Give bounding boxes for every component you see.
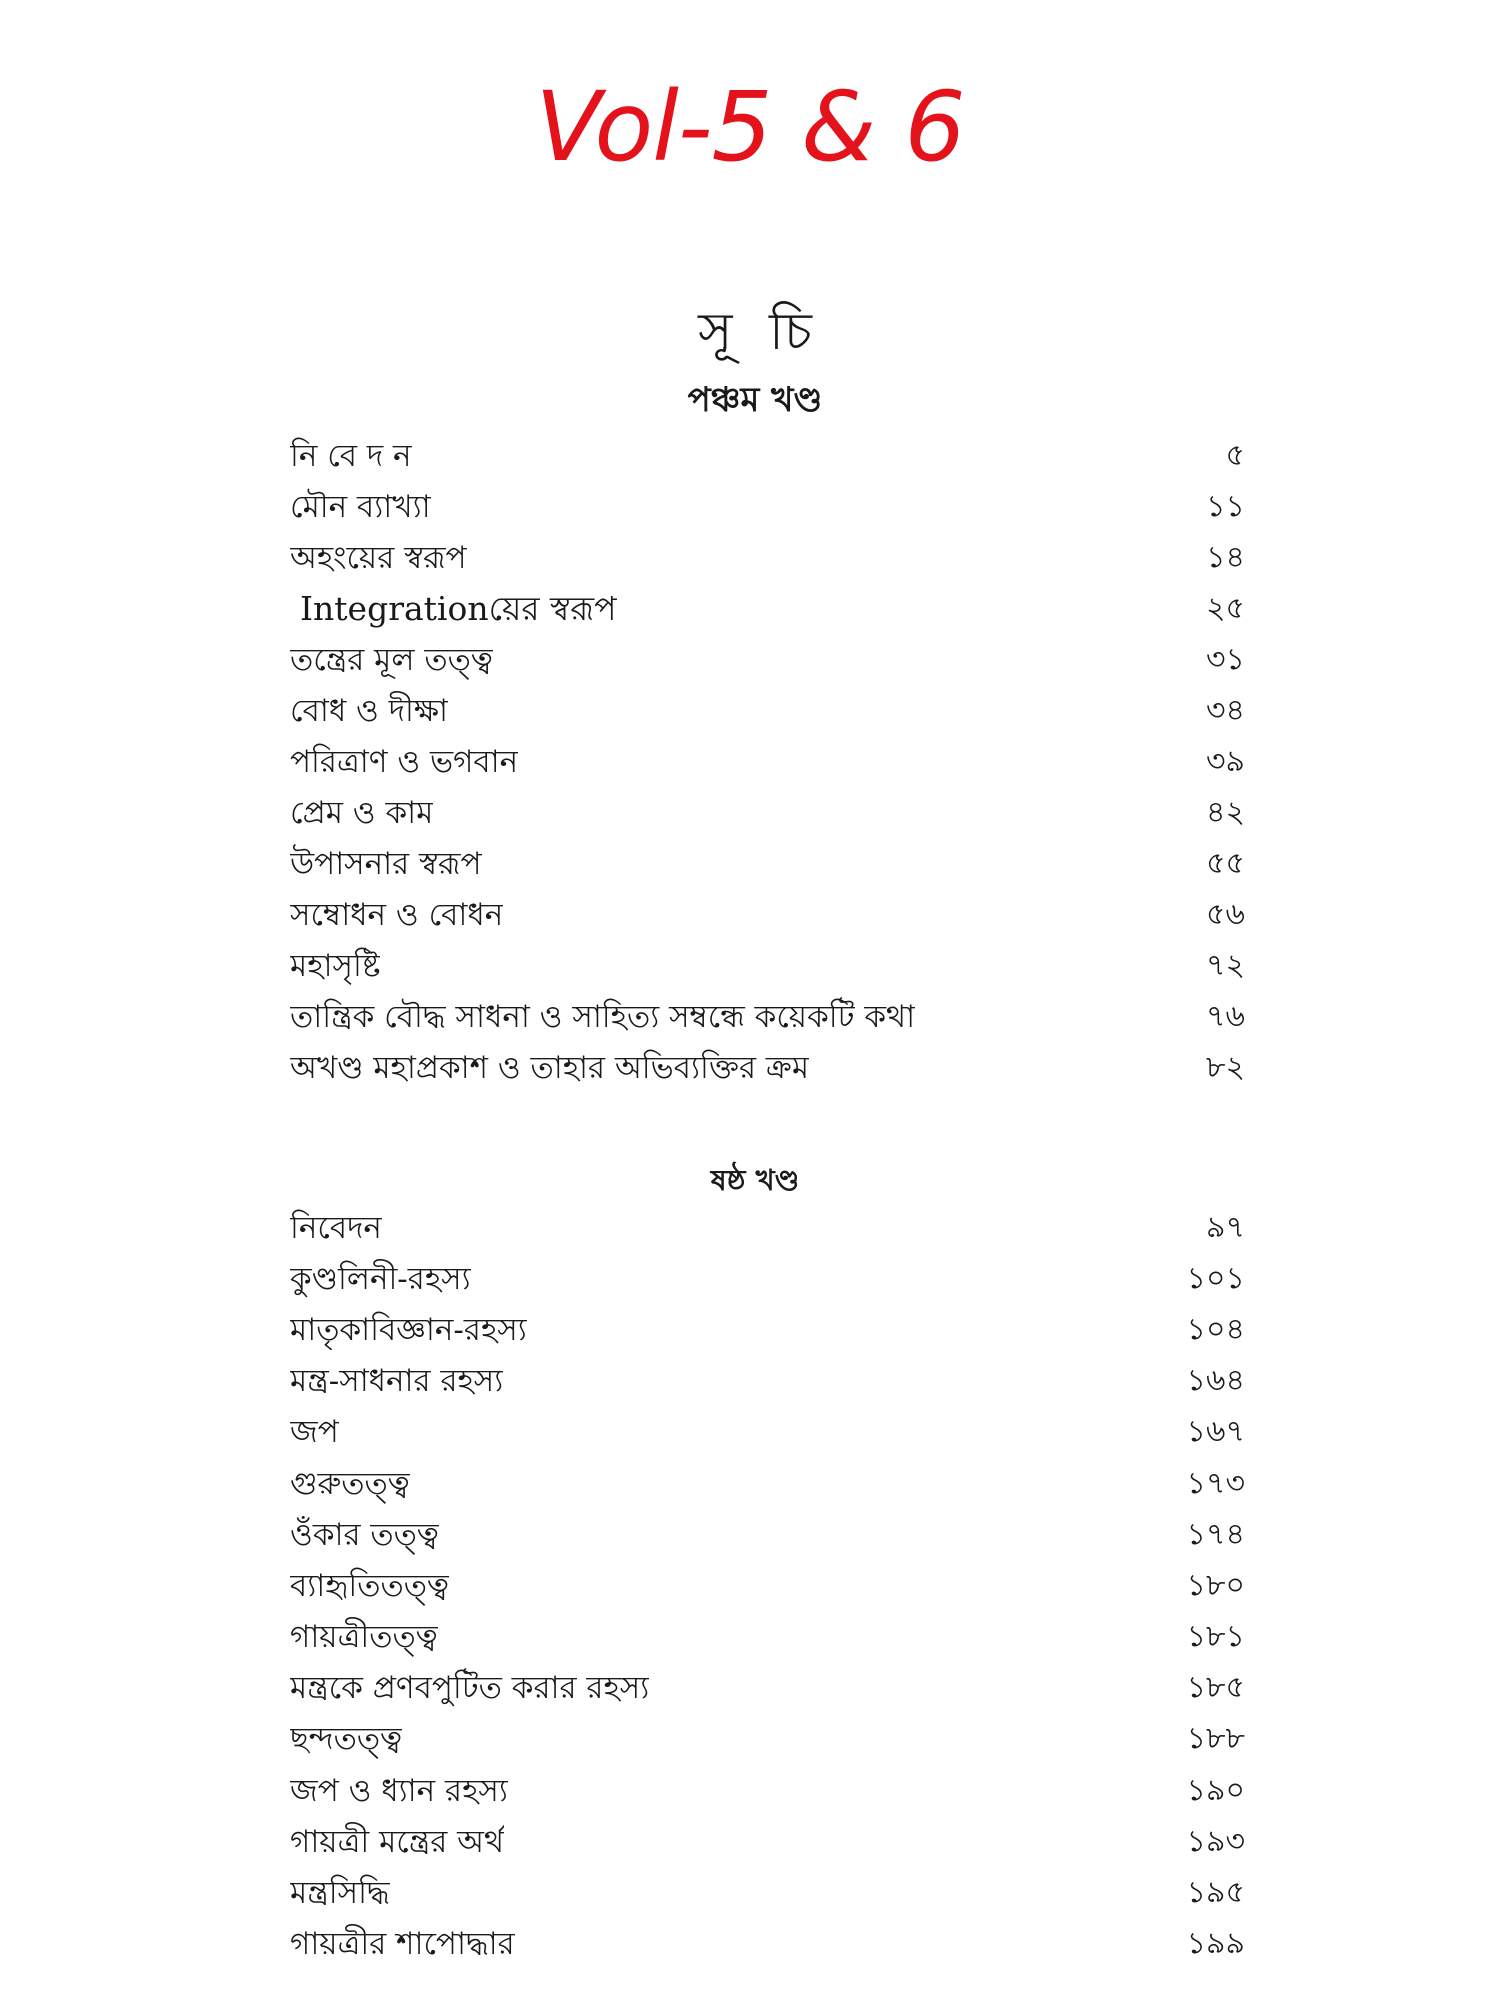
entry-title: মহাসৃষ্টি xyxy=(290,947,381,984)
entry-page-number: ৪২ xyxy=(1206,794,1245,830)
entry-page-number: ৫৬ xyxy=(1206,896,1245,932)
toc-entry-part6-3 xyxy=(290,1304,1245,1355)
entry-title: অখণ্ড মহাপ্রকাশ ও তাহার অভিব্যক্তির ক্রম xyxy=(290,1049,810,1086)
entry-page-number: ১৮০ xyxy=(1186,1567,1245,1603)
toc-entry-part6-14 xyxy=(290,1867,1245,1918)
toc-entry-part6-11 xyxy=(290,1714,1245,1765)
entry-title: গায়ত্রীতত্ত্ব xyxy=(290,1619,438,1656)
part5-entry-list xyxy=(290,430,1245,1093)
entry-title: পরিত্রাণ ও ভগবান xyxy=(290,743,519,780)
entry-page-number: ১১ xyxy=(1206,488,1245,524)
toc-entry-part5-9 xyxy=(290,838,1245,889)
entry-title: জপ xyxy=(290,1414,339,1451)
part6-entry-list xyxy=(290,1202,1245,1970)
entry-page-number: ৭২ xyxy=(1205,947,1245,983)
toc-entry-part6-8 xyxy=(290,1560,1245,1611)
entry-page-number: ১৯৩ xyxy=(1186,1823,1245,1859)
entry-title: প্রেম ও কাম xyxy=(290,794,434,831)
toc-entry-part5-6 xyxy=(290,685,1245,736)
toc-entry-part6-4 xyxy=(290,1356,1245,1407)
entry-title: নি বে দ ন xyxy=(290,437,412,474)
entry-title: গায়ত্রী মন্ত্রের অর্থ xyxy=(290,1823,505,1860)
entry-page-number: ১৬৪ xyxy=(1186,1363,1245,1399)
toc-entry-part5-7 xyxy=(290,736,1245,787)
entry-title: মাতৃকাবিজ্ঞান-রহস্য xyxy=(290,1311,527,1348)
entry-page-number: ১৪ xyxy=(1206,539,1245,575)
entry-page-number: ১৭৪ xyxy=(1186,1516,1245,1552)
entry-title: কুণ্ডলিনী-রহস্য xyxy=(290,1260,471,1297)
entry-page-number: ১৮৫ xyxy=(1186,1670,1245,1706)
entry-title: উপাসনার স্বরূপ xyxy=(290,845,482,882)
entry-page-number: ৮২ xyxy=(1206,1049,1245,1085)
part5-heading: পঞ্চম খণ্ড xyxy=(687,380,823,420)
toc-entry-part6-15 xyxy=(290,1919,1245,1970)
entry-page-number: ১৯০ xyxy=(1186,1772,1245,1808)
toc-entry-part5-11 xyxy=(290,940,1245,991)
entry-title: তন্ত্রের মূল তত্ত্ব xyxy=(290,641,493,678)
entry-title: ওঁকার তত্ত্ব xyxy=(290,1516,439,1553)
toc-entry-part6-7 xyxy=(290,1509,1245,1560)
entry-title: গুরুতত্ত্ব xyxy=(290,1465,410,1502)
entry-title: অহংয়ের স্বরূপ xyxy=(290,539,467,576)
entry-title: মন্ত্রসিদ্ধি xyxy=(290,1875,390,1912)
entry-page-number: ৩১ xyxy=(1206,641,1245,677)
entry-title: মন্ত্রকে প্রণবপুটিত করার রহস্য xyxy=(290,1670,650,1707)
entry-page-number: ১০৪ xyxy=(1186,1311,1245,1347)
toc-entry-part5-3 xyxy=(290,532,1245,583)
volume-label: Vol-5 & 6 xyxy=(535,71,965,183)
entry-title: Integrationয়ের স্বরূপ xyxy=(300,588,617,628)
entry-page-number: ৯৭ xyxy=(1206,1209,1245,1245)
entry-title: নিবেদন xyxy=(290,1209,382,1246)
entry-title: তান্ত্রিক বৌদ্ধ সাধনা ও সাহিত্য সম্বন্ধে কয়েকটি কথা xyxy=(290,998,916,1035)
entry-page-number: ৫৫ xyxy=(1206,845,1245,881)
toc-entry-part5-8 xyxy=(290,787,1245,838)
entry-title: বোধ ও দীক্ষা xyxy=(290,692,448,729)
entry-page-number: ১৯৯ xyxy=(1186,1926,1245,1962)
toc-entry-part5-5 xyxy=(290,634,1245,685)
entry-page-number: ১০১ xyxy=(1186,1260,1245,1296)
entry-title: গায়ত্রীর শাপোদ্ধার xyxy=(290,1926,515,1963)
toc-entry-part5-4 xyxy=(290,583,1245,634)
toc-entry-part6-6 xyxy=(290,1458,1245,1509)
entry-page-number: ২৫ xyxy=(1206,590,1245,626)
entry-page-number: ৩৪ xyxy=(1206,692,1245,728)
entry-title: ছন্দতত্ত্ব xyxy=(290,1721,403,1758)
toc-entry-part6-2 xyxy=(290,1253,1245,1304)
toc-entry-part6-10 xyxy=(290,1663,1245,1714)
entry-page-number: ১৭৩ xyxy=(1186,1465,1245,1501)
toc-entry-part6-9 xyxy=(290,1612,1245,1663)
entry-page-number: ১৯৫ xyxy=(1186,1875,1245,1911)
entry-title: ব্যাহৃতিতত্ত্ব xyxy=(290,1567,450,1604)
entry-title: মন্ত্র-সাধনার রহস্য xyxy=(290,1363,504,1400)
entry-title: জপ ও ধ্যান রহস্য xyxy=(290,1772,508,1809)
toc-entry-part5-13 xyxy=(290,1042,1245,1093)
toc-entry-part6-1 xyxy=(290,1202,1245,1253)
entry-page-number: ৩৯ xyxy=(1206,743,1245,779)
entry-title: সম্বোধন ও বোধন xyxy=(290,896,504,933)
part6-heading: ষষ্ঠ খণ্ড xyxy=(710,1163,800,1197)
toc-entry-part6-12 xyxy=(290,1765,1245,1816)
toc-title: সূ চি xyxy=(698,302,822,362)
entry-page-number: ৭৬ xyxy=(1205,998,1245,1034)
entry-page-number: ৫ xyxy=(1225,437,1245,473)
entry-page-number: ১৮১ xyxy=(1186,1619,1245,1655)
toc-entry-part5-1 xyxy=(290,430,1245,481)
toc-entry-part5-10 xyxy=(290,889,1245,940)
toc-entry-part6-5 xyxy=(290,1407,1245,1458)
entry-page-number: ১৬৭ xyxy=(1186,1414,1245,1450)
entry-title: মৌন ব্যাখ্যা xyxy=(290,488,431,525)
toc-entry-part5-2 xyxy=(290,481,1245,532)
toc-entry-part5-12 xyxy=(290,991,1245,1042)
toc-entry-part6-13 xyxy=(290,1816,1245,1867)
entry-page-number: ১৮৮ xyxy=(1186,1721,1245,1757)
